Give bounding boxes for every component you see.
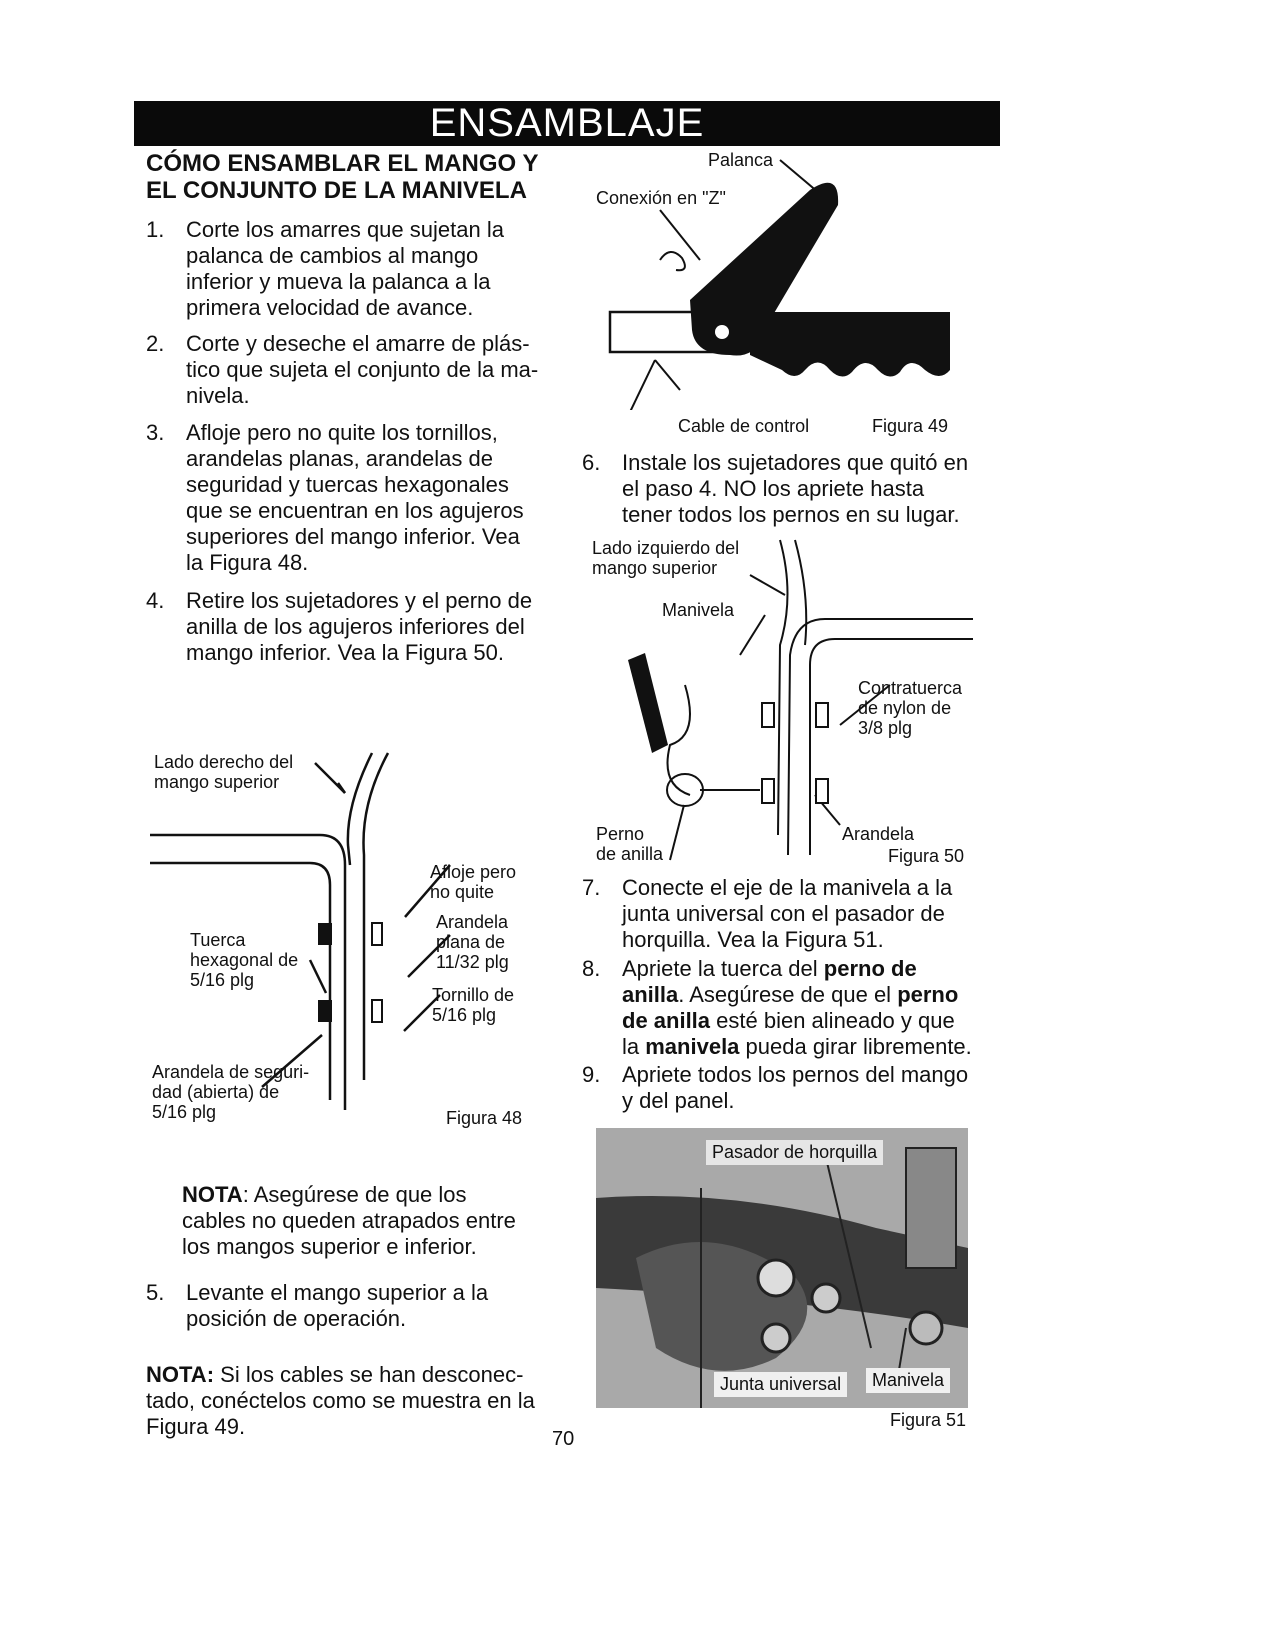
step-line: arandelas planas, arandelas de <box>186 446 494 471</box>
step-line: Corte y deseche el amarre de plás- <box>186 331 530 356</box>
step-bold: perno de <box>823 956 917 981</box>
fig50-label-crank: Manivela <box>662 600 735 620</box>
step-line: Apriete todos los pernos del mango <box>622 1062 969 1087</box>
figure-51-drawing <box>596 1128 968 1408</box>
step-line: Instale los sujetadores que quitó en <box>622 450 969 475</box>
note-text: Figura 49. <box>146 1414 246 1439</box>
figure-50-caption: Figura 50 <box>888 846 965 866</box>
note-label: NOTA: <box>146 1362 215 1387</box>
label-line: mango superior <box>154 772 280 792</box>
step-number: 5. <box>146 1280 165 1305</box>
label-line: de nylon de <box>858 698 952 718</box>
step-line: Levante el mango superior a la <box>186 1280 489 1305</box>
label-line: 11/32 plg <box>436 952 509 972</box>
page-number: 70 <box>552 1428 575 1450</box>
figure-49-caption: Figura 49 <box>872 416 949 436</box>
step-text: . Asegúrese de que el <box>678 982 898 1007</box>
fig50-label-eyebolt <box>596 824 663 864</box>
fig49-label-cable: Cable de control <box>678 416 810 436</box>
section-title-bar: ENSAMBLAJE <box>134 101 1000 146</box>
step-line: posición de operación. <box>186 1306 407 1331</box>
fig49-label-lever: Palanca <box>708 150 774 170</box>
step-number: 7. <box>582 875 601 900</box>
fig50-label-locknut <box>858 678 962 738</box>
step-line: que se encuentran en los agujeros <box>186 498 524 523</box>
label-line: Contratuerca <box>858 678 963 698</box>
step-bold: anilla <box>622 982 679 1007</box>
figure-51-caption: Figura 51 <box>890 1410 967 1430</box>
step-line: Conecte el eje de la manivela a la <box>622 875 953 900</box>
label-line: Arandela <box>436 912 509 932</box>
figure-51-photo <box>596 1128 968 1408</box>
step-line: la Figura 48. <box>186 550 309 575</box>
step-number: 6. <box>582 450 601 475</box>
step-line: Retire los sujetadores y el perno de <box>186 588 533 613</box>
step-line: horquilla. Vea la Figura 51. <box>622 927 884 952</box>
fig48-label-nut <box>190 930 298 990</box>
step-line: inferior y mueva la palanca a la <box>186 269 491 294</box>
fig51-label-crank: Manivela <box>866 1368 950 1393</box>
fig48-label-screw <box>432 985 514 1025</box>
figure-48-caption: Figura 48 <box>446 1108 523 1128</box>
fig51-label-joint: Junta universal <box>714 1372 847 1397</box>
fig48-label-loosen <box>430 862 516 902</box>
heading-line-1: CÓMO ENSAMBLAR EL MANGO Y <box>146 150 539 177</box>
note-text: : Asegúrese de que los <box>242 1182 467 1207</box>
step-line: superiores del mango inferior. Vea <box>186 524 520 549</box>
step-line: tico que sujeta el conjunto de la ma- <box>186 357 539 382</box>
step-line: mango inferior. Vea la Figura 50. <box>186 640 504 665</box>
note-label: NOTA <box>182 1182 243 1207</box>
step-line: el paso 4. NO los apriete hasta <box>622 476 925 501</box>
label-line: 5/16 plg <box>190 970 255 990</box>
label-line: Lado izquierdo del <box>592 538 740 558</box>
step-number: 9. <box>582 1062 601 1087</box>
step-line: seguridad y tuercas hexagonales <box>186 472 509 497</box>
note-text: los mangos superior e inferior. <box>182 1234 477 1259</box>
note-text: Si los cables se han desconec- <box>214 1362 524 1387</box>
step-text: pueda girar libremente. <box>739 1034 972 1059</box>
note-text: tado, conéctelos como se muestra en la <box>146 1388 535 1413</box>
step-number: 2. <box>146 331 165 356</box>
step-number: 3. <box>146 420 165 445</box>
step-text: la <box>622 1034 646 1059</box>
fig48-label-flat-washer <box>436 912 509 972</box>
label-line: plana de <box>436 932 506 952</box>
fig49-label-z: Conexión en "Z" <box>596 188 726 208</box>
label-line: Tornillo de <box>432 985 515 1005</box>
step-line: primera velocidad de avance. <box>186 295 474 320</box>
step-line: tener todos los pernos en su lugar. <box>622 502 960 527</box>
label-line: Arandela de seguri- <box>152 1062 310 1082</box>
step-line: palanca de cambios al mango <box>186 243 479 268</box>
label-line: 3/8 plg <box>858 718 913 738</box>
label-line: Afloje pero <box>430 862 517 882</box>
step-bold: de anilla <box>622 1008 711 1033</box>
label-line: 5/16 plg <box>152 1102 217 1122</box>
label-line: hexagonal de <box>190 950 299 970</box>
label-line: 5/16 plg <box>432 1005 497 1025</box>
step-line: Corte los amarres que sujetan la <box>186 217 504 242</box>
step-line: y del panel. <box>622 1088 735 1113</box>
fig48-label-lock-washer <box>152 1062 309 1122</box>
step-text: Apriete la tuerca del <box>622 956 824 981</box>
fig48-label-right-side <box>154 752 293 792</box>
step-bold: manivela <box>645 1034 740 1059</box>
fig50-label-left-side <box>592 538 739 578</box>
fig51-label-pin: Pasador de horquilla <box>706 1140 883 1165</box>
label-line: mango superior <box>592 558 718 578</box>
note-cables <box>182 1182 562 1260</box>
step-number: 1. <box>146 217 165 242</box>
label-line: dad (abierta) de <box>152 1082 280 1102</box>
step-line: Afloje pero no quite los tornillos, <box>186 420 498 445</box>
step-number: 4. <box>146 588 165 613</box>
label-line: no quite <box>430 882 495 902</box>
note-reconnect <box>146 1362 576 1440</box>
step-text: esté bien alineado y que <box>710 1008 955 1033</box>
label-line: Lado derecho del <box>154 752 294 772</box>
fig50-label-washer: Arandela <box>842 824 915 844</box>
label-line: Tuerca <box>190 930 246 950</box>
step-line: nivela. <box>186 383 250 408</box>
heading-line-2: EL CONJUNTO DE LA MANIVELA <box>146 177 527 204</box>
step-line: anilla de los agujeros inferiores del <box>186 614 525 639</box>
label-line: de anilla <box>596 844 664 864</box>
note-text: cables no queden atrapados entre <box>182 1208 516 1233</box>
step-number: 8. <box>582 956 601 981</box>
step-bold: perno <box>897 982 959 1007</box>
step-line: junta universal con el pasador de <box>622 901 945 926</box>
label-line: Perno <box>596 824 645 844</box>
